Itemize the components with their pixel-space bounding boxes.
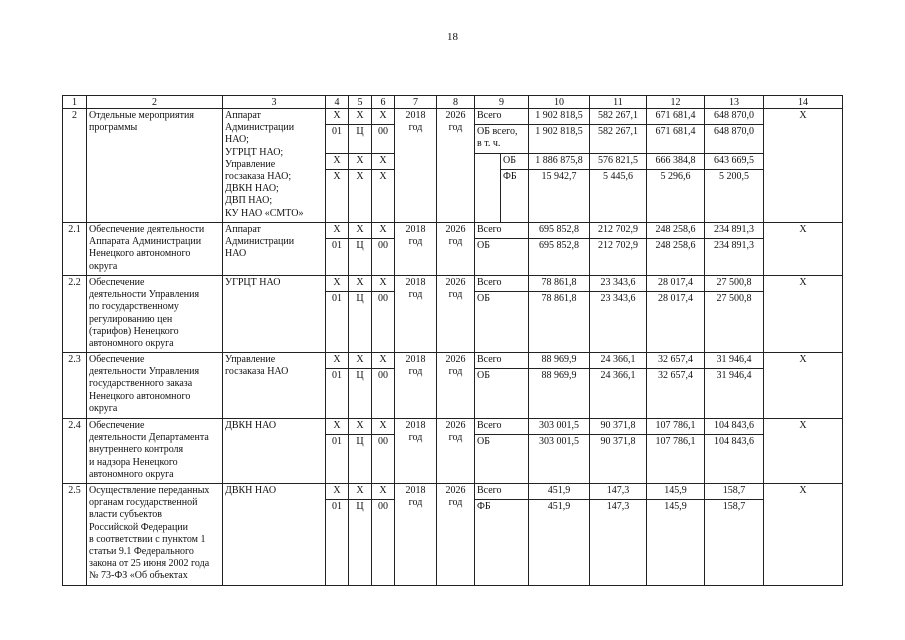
- start-year: 2018 год: [395, 353, 437, 419]
- budget-code: 00: [372, 435, 395, 484]
- item-result: Х: [764, 419, 843, 484]
- amount-cell: 145,9: [647, 484, 705, 500]
- start-year: 2018 год: [395, 223, 437, 276]
- amount-cell: 666 384,8: [647, 154, 705, 170]
- table-row: [63, 223, 843, 239]
- budget-code: Х: [349, 276, 372, 292]
- funding-source: ОБ всего, в т. ч.: [475, 125, 529, 154]
- amount-cell: 28 017,4: [647, 292, 705, 353]
- amount-cell: 15 942,7: [529, 170, 590, 223]
- amount-cell: 104 843,6: [705, 435, 764, 484]
- budget-code: Ц: [349, 239, 372, 276]
- column-number: 11: [590, 96, 647, 109]
- amount-cell: 32 657,4: [647, 369, 705, 419]
- item-executor: Управление госзаказа НАО: [223, 353, 326, 419]
- start-year: 2018 год: [395, 276, 437, 353]
- column-number: 2: [87, 96, 223, 109]
- amount-cell: 147,3: [590, 500, 647, 586]
- column-number: 12: [647, 96, 705, 109]
- amount-cell: 671 681,4: [647, 125, 705, 154]
- budget-code: Х: [372, 419, 395, 435]
- amount-cell: 5 296,6: [647, 170, 705, 223]
- item-name: Отдельные мероприятия программы: [87, 109, 223, 223]
- budget-code: Х: [326, 109, 349, 125]
- item-number: 2: [63, 109, 87, 223]
- item-result: Х: [764, 223, 843, 276]
- amount-cell: 303 001,5: [529, 435, 590, 484]
- funding-source: Всего: [475, 223, 529, 239]
- table-row: [63, 484, 843, 500]
- budget-code: 00: [372, 239, 395, 276]
- amount-cell: 31 946,4: [705, 353, 764, 369]
- amount-cell: 147,3: [590, 484, 647, 500]
- amount-cell: 90 371,8: [590, 435, 647, 484]
- funding-source: ОБ: [501, 154, 529, 170]
- amount-cell: 24 366,1: [590, 353, 647, 369]
- column-number: 7: [395, 96, 437, 109]
- budget-code: Ц: [349, 125, 372, 154]
- budget-code: Х: [326, 419, 349, 435]
- funding-source: ОБ: [475, 369, 529, 419]
- budget-code: Х: [372, 170, 395, 223]
- amount-cell: 5 445,6: [590, 170, 647, 223]
- amount-cell: 695 852,8: [529, 239, 590, 276]
- amount-cell: 27 500,8: [705, 292, 764, 353]
- amount-cell: 145,9: [647, 500, 705, 586]
- table-body: [63, 96, 843, 586]
- item-executor: УГРЦТ НАО: [223, 276, 326, 353]
- amount-cell: 23 343,6: [590, 292, 647, 353]
- amount-cell: 27 500,8: [705, 276, 764, 292]
- item-result: Х: [764, 484, 843, 586]
- budget-code: Х: [326, 353, 349, 369]
- item-executor: ДВКН НАО: [223, 419, 326, 484]
- amount-cell: 78 861,8: [529, 292, 590, 353]
- table-row: [63, 353, 843, 369]
- column-number: 5: [349, 96, 372, 109]
- column-number: 4: [326, 96, 349, 109]
- item-result: Х: [764, 353, 843, 419]
- budget-code: 00: [372, 125, 395, 154]
- start-year: 2018 год: [395, 484, 437, 586]
- column-number: 14: [764, 96, 843, 109]
- item-executor: Аппарат Администрации НАО; УГРЦТ НАО; Управление госзаказа НАО; ДВКН НАО; ДВП НАО; КУ НАО «СМТО»: [223, 109, 326, 223]
- item-executor: ДВКН НАО: [223, 484, 326, 586]
- budget-code: Х: [372, 484, 395, 500]
- item-name: Обеспечение деятельности Департамента внутреннего контроля и надзора Ненецкого автономного округа: [87, 419, 223, 484]
- funding-source: Всего: [475, 109, 529, 125]
- amount-cell: 671 681,4: [647, 109, 705, 125]
- item-result: Х: [764, 109, 843, 223]
- funding-source: ОБ: [475, 239, 529, 276]
- amount-cell: 1 902 818,5: [529, 125, 590, 154]
- budget-code: 01: [326, 239, 349, 276]
- amount-cell: 158,7: [705, 500, 764, 586]
- amount-cell: 212 702,9: [590, 223, 647, 239]
- item-name: Обеспечение деятельности Управления по государственному регулированию цен (тарифов) Ненецкого автономного округа: [87, 276, 223, 353]
- funding-source: ОБ: [475, 292, 529, 353]
- budget-code: Х: [326, 223, 349, 239]
- budget-code: 01: [326, 435, 349, 484]
- budget-code: Х: [349, 223, 372, 239]
- funding-source: Всего: [475, 419, 529, 435]
- amount-cell: 5 200,5: [705, 170, 764, 223]
- page-number: 18: [447, 31, 458, 43]
- amount-cell: 234 891,3: [705, 223, 764, 239]
- item-number: 2.5: [63, 484, 87, 586]
- budget-code: Х: [326, 276, 349, 292]
- item-name: Обеспечение деятельности Аппарата Администрации Ненецкого автономного округа: [87, 223, 223, 276]
- item-number: 2.2: [63, 276, 87, 353]
- item-number: 2.3: [63, 353, 87, 419]
- funding-source: ОБ: [475, 435, 529, 484]
- amount-cell: 582 267,1: [590, 125, 647, 154]
- budget-code: 01: [326, 500, 349, 586]
- end-year: 2026 год: [437, 276, 475, 353]
- budget-code: 01: [326, 125, 349, 154]
- budget-code: Х: [349, 419, 372, 435]
- amount-cell: 648 870,0: [705, 109, 764, 125]
- amount-cell: 643 669,5: [705, 154, 764, 170]
- column-number: 1: [63, 96, 87, 109]
- item-number: 2.1: [63, 223, 87, 276]
- funding-source: Всего: [475, 276, 529, 292]
- header-row: [63, 96, 843, 109]
- column-number: 10: [529, 96, 590, 109]
- funding-source: Всего: [475, 353, 529, 369]
- start-year: 2018 год: [395, 109, 437, 223]
- amount-cell: 88 969,9: [529, 353, 590, 369]
- amount-cell: 303 001,5: [529, 419, 590, 435]
- budget-code: Х: [349, 170, 372, 223]
- item-number: 2.4: [63, 419, 87, 484]
- budget-code: Х: [349, 154, 372, 170]
- budget-code: Х: [326, 484, 349, 500]
- end-year: 2026 год: [437, 353, 475, 419]
- end-year: 2026 год: [437, 223, 475, 276]
- budget-table: [62, 95, 843, 586]
- budget-code: Х: [326, 170, 349, 223]
- budget-code: Х: [349, 353, 372, 369]
- budget-code: 00: [372, 500, 395, 586]
- amount-cell: 107 786,1: [647, 419, 705, 435]
- amount-cell: 576 821,5: [590, 154, 647, 170]
- table-row: [63, 419, 843, 435]
- amount-cell: 28 017,4: [647, 276, 705, 292]
- budget-code: Х: [372, 276, 395, 292]
- budget-code: 00: [372, 292, 395, 353]
- funding-source: ФБ: [501, 170, 529, 223]
- budget-code: Х: [372, 109, 395, 125]
- amount-cell: 451,9: [529, 500, 590, 586]
- column-number: 6: [372, 96, 395, 109]
- budget-code: Х: [372, 223, 395, 239]
- funding-source: ФБ: [475, 500, 529, 586]
- amount-cell: 451,9: [529, 484, 590, 500]
- amount-cell: 248 258,6: [647, 223, 705, 239]
- budget-code: 00: [372, 369, 395, 419]
- indent-cell: [475, 154, 501, 223]
- amount-cell: 78 861,8: [529, 276, 590, 292]
- end-year: 2026 год: [437, 109, 475, 223]
- budget-code: Ц: [349, 435, 372, 484]
- item-name: Обеспечение деятельности Управления государственного заказа Ненецкого автономного округа: [87, 353, 223, 419]
- amount-cell: 90 371,8: [590, 419, 647, 435]
- budget-code: Ц: [349, 292, 372, 353]
- item-result: Х: [764, 276, 843, 353]
- budget-code: 01: [326, 292, 349, 353]
- budget-code: Ц: [349, 500, 372, 586]
- amount-cell: 24 366,1: [590, 369, 647, 419]
- end-year: 2026 год: [437, 484, 475, 586]
- amount-cell: 234 891,3: [705, 239, 764, 276]
- amount-cell: 23 343,6: [590, 276, 647, 292]
- amount-cell: 248 258,6: [647, 239, 705, 276]
- amount-cell: 648 870,0: [705, 125, 764, 154]
- amount-cell: 695 852,8: [529, 223, 590, 239]
- budget-code: Х: [372, 154, 395, 170]
- budget-code: Х: [326, 154, 349, 170]
- amount-cell: 212 702,9: [590, 239, 647, 276]
- item-executor: Аппарат Администрации НАО: [223, 223, 326, 276]
- amount-cell: 107 786,1: [647, 435, 705, 484]
- amount-cell: 88 969,9: [529, 369, 590, 419]
- funding-source: Всего: [475, 484, 529, 500]
- table-row: [63, 276, 843, 292]
- budget-code: Х: [349, 484, 372, 500]
- column-number: 9: [475, 96, 529, 109]
- amount-cell: 158,7: [705, 484, 764, 500]
- column-number: 8: [437, 96, 475, 109]
- budget-code: Х: [372, 353, 395, 369]
- table-row: [63, 109, 843, 125]
- amount-cell: 104 843,6: [705, 419, 764, 435]
- amount-cell: 1 886 875,8: [529, 154, 590, 170]
- end-year: 2026 год: [437, 419, 475, 484]
- amount-cell: 32 657,4: [647, 353, 705, 369]
- budget-code: 01: [326, 369, 349, 419]
- budget-code: Ц: [349, 369, 372, 419]
- amount-cell: 31 946,4: [705, 369, 764, 419]
- amount-cell: 1 902 818,5: [529, 109, 590, 125]
- budget-code: Х: [349, 109, 372, 125]
- start-year: 2018 год: [395, 419, 437, 484]
- amount-cell: 582 267,1: [590, 109, 647, 125]
- column-number: 13: [705, 96, 764, 109]
- column-number: 3: [223, 96, 326, 109]
- item-name: Осуществление переданных органам государственной власти субъектов Российской Федерации в соответствии с пунктом 1 статьи 9.1 Федерального закона от 25 июня 2002 года № 73-ФЗ «Об объектах: [87, 484, 223, 586]
